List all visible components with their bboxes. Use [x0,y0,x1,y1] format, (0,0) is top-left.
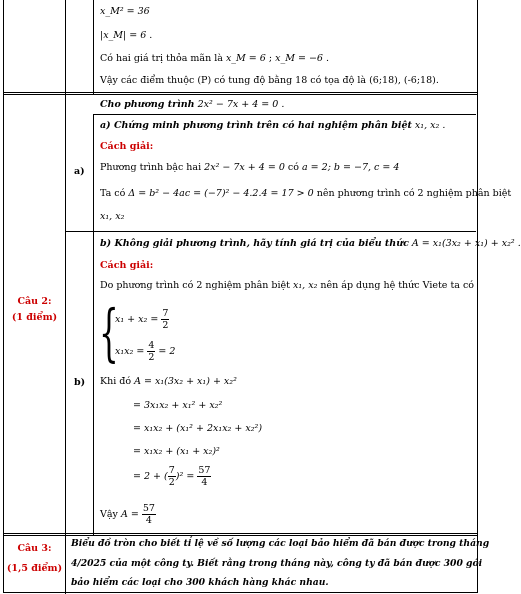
part-a-line-2: Ta có Δ = b² − 4ac = (−7)² − 4.2.4 = 17 > 0 nên phương trình có 2 nghiệm phân biệt [100,188,512,199]
solution-table [3,0,478,593]
cau2-points: (1 điểm) [11,312,58,323]
row-divider-ab [65,231,476,232]
row-divider-cau3 [3,533,477,536]
cau2-intro: Cho phương trình 2x² − 7x + 4 = 0 . [100,99,285,110]
cau3-text-1: Biểu đồ tròn cho biết tỉ lệ về số lượng các loại bảo hiểm đã bán được trong tháng [71,538,490,549]
frac-57-4-final: $\frac{57}{4}$ [142,503,155,526]
part-b-label: b) [74,377,86,388]
part-b-conclusion: Vậy A = $\frac{57}{4}$ [100,503,155,526]
top-line-2: |x_M| = 6 . [100,30,153,41]
part-a-line-3: x₁, x₂ [100,211,125,222]
step-4: = 2 + ( $\frac{7}{2}$ )² = $\frac{57}{4}$ [133,465,211,488]
part-a-question: a) Chứng minh phương trình trên có hai nghiệm phân biệt x₁, x₂ . [100,120,446,131]
part-b-khi-do: Khi đó A = x₁(3x₂ + x₁) + x₂² [100,376,237,387]
cau3-points: (1,5 điểm) [6,563,63,574]
top-line-1: x_M² = 36 [100,6,150,17]
part-b-line-1: Do phương trình có 2 nghiệm phân biệt x₁, x₂ nên áp dụng hệ thức Viete ta có [100,280,474,291]
top-line-3: Có hai giá trị thỏa mãn là x_M = 6 ; x_M = −6 . [100,53,329,64]
part-a-label: a) [74,166,85,177]
row-divider-top [3,92,477,95]
viete-sum: x₁ + x₂ = $\frac{7}{2}$ [115,308,169,331]
col-divider-2b [93,115,94,535]
cau3-text-3: bảo hiểm các loại cho 300 khách hàng khác nhau. [71,577,329,588]
frac-7-2-b: $\frac{7}{2}$ [168,465,175,488]
system-brace: { [99,296,119,369]
frac-4-2: $\frac{4}{2}$ [148,340,155,363]
col-divider-1 [65,0,66,594]
cau2-label: Câu 2: [17,296,52,307]
cau3-label: Câu 3: [17,543,52,554]
part-a-method: Cách giải: [100,141,154,152]
col-divider-2 [93,0,94,94]
step-1: = 3x₁x₂ + x₁² + x₂² [133,400,223,411]
step-3: = x₁x₂ + (x₁ + x₂)² [133,446,220,457]
part-b-method: Cách giải: [100,260,154,271]
row-divider-intro [93,114,476,115]
frac-7-2: $\frac{7}{2}$ [162,308,169,331]
part-a-line-1: Phương trình bậc hai 2x² − 7x + 4 = 0 có a = 2; b = −7, c = 4 [100,162,400,173]
viete-product: x₁x₂ = $\frac{4}{2}$ = 2 [115,340,176,363]
top-line-4: Vậy các điểm thuộc (P) có tung độ bằng 18 có tọa độ là (6;18), (-6;18). [100,75,439,86]
cau3-text-2: 4/2025 của một công ty. Biết rằng trong tháng này, công ty đã bán được 300 gói [71,558,483,569]
frac-57-4: $\frac{57}{4}$ [198,465,211,488]
step-2: = x₁x₂ + (x₁² + 2x₁x₂ + x₂²) [133,423,263,434]
part-b-question: b) Không giải phương trình, hãy tính giá trị của biểu thức A = x₁(3x₂ + x₁) + x₂² . [100,238,521,249]
